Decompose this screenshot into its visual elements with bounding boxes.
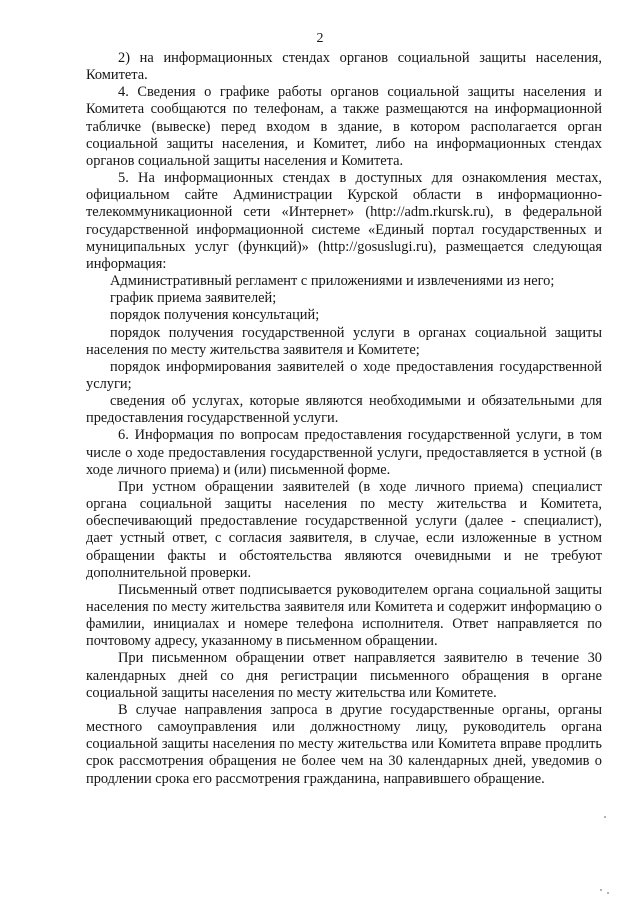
list-item-service-procedure: порядок получения государственной услуги в органах социальной защиты населения по месту жительства заявителя и Комитете; <box>86 324 602 358</box>
paragraph-written-answer: Письменный ответ подписывается руководителем органа социальной защиты населения по месту жительства заявителя или Комитета и содержит информацию о фамилии, инициалах и номере телефона исполнителя. Ответ направляется по почтовому адресу, указанному в письменном обращении. <box>86 581 602 650</box>
scan-speck <box>604 816 606 818</box>
paragraph-written-request: При письменном обращении ответ направляется заявителю в течение 30 календарных дней со дня регистрации письменного обращения в органе социальной защиты населения по месту жительства или Комитете. <box>86 650 602 701</box>
list-item-consultations: порядок получения консультаций; <box>110 307 320 324</box>
scan-speck <box>607 892 609 894</box>
list-item-regulation: Административный регламент с приложениями и извлечениями из него; <box>110 273 555 290</box>
paragraph-5: 5. На информационных стендах в доступных для ознакомления местах, официальном сайте Администрации Курской области в информационно-телекоммуникационной сети «Интернет» (http://adm.rkursk.ru), в федеральной государственной информационной системе «Единый портал государственных и муниципальных услуг (функций)» (http://gosuslugi.ru), размещается следующая информация: <box>86 170 602 272</box>
paragraph-6: 6. Информация по вопросам предоставления государственной услуги, в том числе о ходе предоставления государственной услуги, предоставляется в устной (в ходе личного приема) и (или) письменной форме. <box>86 427 602 478</box>
list-item-schedule: график приема заявителей; <box>110 290 277 307</box>
paragraph-extension: В случае направления запроса в другие государственные органы, органы местного самоуправления или должностному лицу, руководитель органа социальной защиты населения по месту жительства или Комитета вправе продлить срок рассмотрения обращения не более чем на 30 календарных дней, уведомив о продлении срока его рассмотрения гражданина, направившего обращение. <box>86 701 602 787</box>
scan-speck <box>600 889 602 891</box>
paragraph-item-2: 2) на информационных стендах органов социальной защиты населения, Комитета. <box>86 50 602 84</box>
page-number: 2 <box>316 31 324 46</box>
paragraph-4: 4. Сведения о графике работы органов социальной защиты населения и Комитета сообщаются по телефонам, а также размещаются на информационной табличке (вывеске) перед входом в здание, в котором располагается орган социальной защиты населения, и Комитет, либо на информационных стендах органов социальной защиты населения и Комитета. <box>86 84 602 169</box>
document-body <box>86 50 602 788</box>
list-item-related-services: сведения об услугах, которые являются необходимыми и обязательными для предоставления государственной услуги. <box>86 393 602 427</box>
list-item-informing: порядок информирования заявителей о ходе предоставления государственной услуги; <box>86 358 602 392</box>
paragraph-oral-request: При устном обращении заявителей (в ходе личного приема) специалист органа социальной защиты населения по месту жительства и Комитета, обеспечивающий предоставление государственной услуги (далее - специалист), дает устный ответ, с согласия заявителя, в случае, если изложенные в устном обращении факты и обстоятельства являются очевидными и не требуют дополнительной проверки. <box>86 478 602 581</box>
